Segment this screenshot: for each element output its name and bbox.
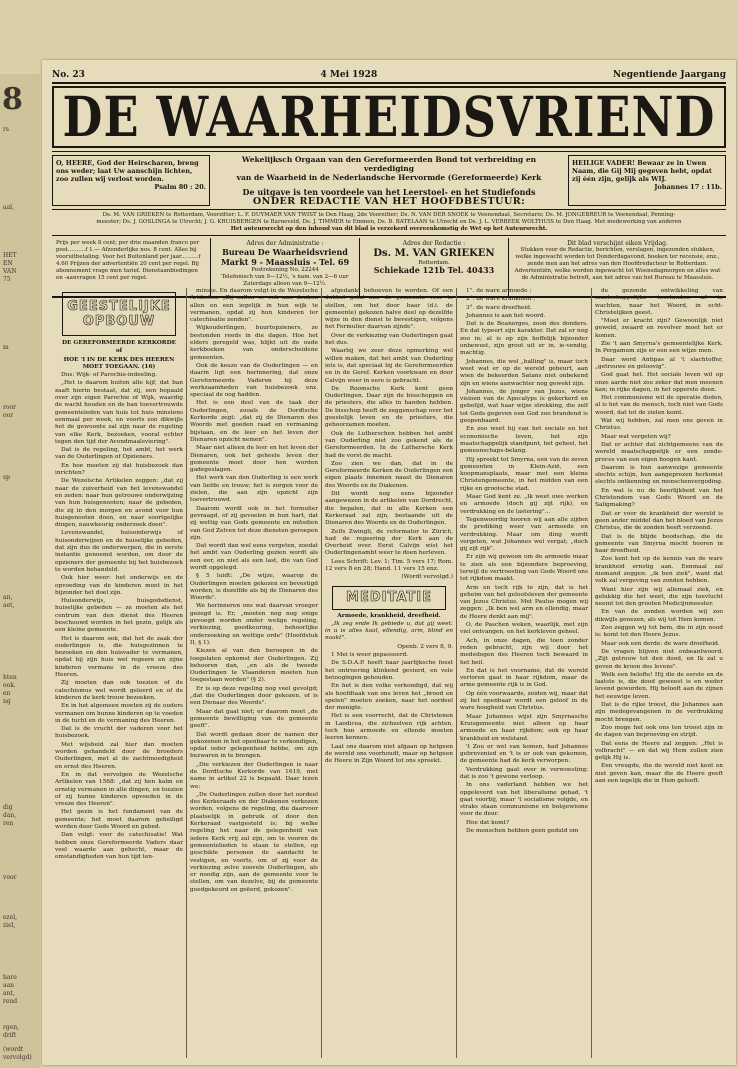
- paragraph: Zoo zeggen wij tot hem, die in zijn nood is: komt tot den Heere Jezus.: [595, 625, 723, 639]
- list-line: 3°. de ware dreefheid.: [466, 304, 532, 311]
- adjacent-page-fragment: EN: [3, 260, 13, 267]
- paragraph: En in dat vervolgen de Wezelsche Artikelen van 1568: „dat zij hen kalm en ernstig vermanen in alle dingen, en toezien of zij hunne kinderen opvoeden in de vreeze des Heeren".: [55, 771, 183, 808]
- article-heading: HOE 'I IN DE KERK DES HEEREN MOET TOEGAAN. (16): [63, 356, 175, 370]
- adjacent-page-fragment: hten: [3, 674, 17, 681]
- paragraph: Arm en toch rijk te zijn, dat is het geheim van het geloofsleven der gemeente van Jezus Christus. Met Paulus mogen wij zeggen: „Ik ben wel arm en ellendig, maar de Heere denkt aan mij".: [460, 584, 588, 620]
- newspaper-title: DE WAARHEIDSVRIEND: [62, 84, 716, 150]
- paragraph: „De Ouderlingen zullen door het oordeel des Kerkeraads en der Diakenen verkozen worden, volgens de regeling, die daarvoor plaatselijk in gebruik of door den Kerkeraad vastgesteld is; bij welke regeling het naar de gelegenheid van iedere Kerk vrij zal zijn, om te vooren de gemeentelieden te staan te stellen, op geschikte personen de aandacht te vestigen, en voorts, om of zij voor de verkiezing zelve zoovele Ouderlingen, als er noodig zijn, aan de gemeente voor te stellen, om van dezelve, bij de gemeente goedgekeurd en geëerd, gekozen".: [190, 791, 318, 893]
- paragraph: de gezonde ontwikkeling van maatschappelijke toestanden af te wachten, naar het Woord, in echt-Christelijken geest.: [595, 288, 723, 316]
- nameplate: [52, 86, 726, 148]
- adjacent-page-fragment: ook.: [3, 682, 16, 689]
- adjacent-page-fragment: m: [3, 344, 9, 351]
- adjacent-page-fragment: rs: [3, 126, 9, 133]
- paragraph: Hij spreekt tot Smyrna, een van de zeven gemeenten in Klein-Azië, een koopmansplaats, maar met een kleine Christengemeente, in het midden van een rijke en grootsche stad.: [460, 456, 588, 492]
- paragraph: Huisonderwijs, huisgodsdienst, huiselijke gebeden — ze moeten als het centrum van den dienst des Heeren beschouwd worden in het gezin, gelijk als een kleine gemeente.: [55, 598, 183, 634]
- continued-note: (Wordt vervolgd.): [401, 574, 453, 581]
- paragraph: § 5 luidt: „De wijze, waarop de Ouderlingen moeten gekozen en bevestigd worden, is dezelfde als bij de Dienaren des Woords".: [190, 573, 318, 602]
- admin-giro: Postrekening No. 22244: [251, 267, 319, 273]
- paragraph: De S.D.A.P. heeft haar jaarlijksche feest het ontroering klinkend gevierd, en vele betoogingen gehouden.: [325, 660, 453, 681]
- editors-list: [52, 209, 726, 236]
- paragraph: Dan volgt: voor de catechisatie! Wat hebben onze Gereformeerde Vaders daar veel waarde aan gehecht, maar de omstandigheden van hun tijd ten-: [55, 832, 183, 861]
- paragraph: Zoo zien we dan, dat in de Gereformeerde Kerken de Ouderlingen een eigen plaats innemen naast de Dienaren des Woords en de Diakenen.: [325, 460, 453, 489]
- paragraph: En het is den volke verkondigd, dat wij als hoofdtaak van ons leven het „brood en spelen" moeten zoeken, naar het oordeel der menigte.: [325, 683, 453, 712]
- motto-left: [52, 155, 210, 206]
- adjacent-page-fragment: 75: [3, 276, 11, 283]
- paragraph: De vragen blijven niet onbeantwoord. „Zijt getrouw tot den dood, en Ik zal u geven de kroon des levens".: [595, 648, 723, 670]
- paragraph: Johannes, de jonger van Jezus, wiens visioen van de Apocalyps is gekerkerd en gebelijd, wat haar wijze strekking, die zelf tot Gods gegeven een God zoo brandend is geopenbaard.: [460, 388, 588, 425]
- adjacent-page-fragment: aan: [3, 982, 15, 989]
- newspaper-page: [42, 60, 736, 1065]
- paragraph: Tegenwoordig hooren wij aan alle zijden de prediking weer van armoede en verdrukking. Maar om ding wordt vergeten, wat Johannes wel vergat; „doch gij zijt rijk".: [460, 516, 588, 553]
- section-box-line1: GEESTELIJKE: [67, 299, 171, 314]
- paragraph: Het gezin is het fundament van de gemeente; het moet daarom geheiligd worden door Gods Woord en gebed.: [55, 809, 183, 830]
- section-box-line2: OPBOUW: [82, 314, 156, 329]
- paragraph: Want hier zijn wij allemaal ziek, en gelukkig die het weet, die zijn toevlucht neemt tot den grooten Medicijnmeester.: [595, 586, 723, 608]
- column-4: [457, 288, 592, 1058]
- paragraph: Een vreugde, die de wereld niet kent en niet geven kan, maar die de Heere geeft aan een iegelijk die in Hem gelooft.: [595, 763, 723, 784]
- paragraph: Ach, in onze dagen, die toen zonder reden gebracht, zijn wij door het mededogen des Heeren toch bewaard in het heil.: [460, 637, 588, 666]
- redactie-city: Rotterdam.: [418, 260, 450, 266]
- paragraph: Maar God kent ze. „Ik weet uwe werken en armoede (doch gij zijt rijk), en verdrukking en de lastering"...: [460, 494, 588, 515]
- paragraph: minste. En daarom volgt in de Wezelsche Artikelen: „Zij zullen er ook aan denken allen en een iegelijk in hun wijk te vermanen, opdat zij hun kinderen ter catechisatie zenden".: [190, 288, 318, 324]
- paragraph: De Roomsche Kerk kent geen Ouderlingen. Daar zijn de bisschoppen en de priesters, die alles in handen hebben. De bisschop heeft de zeggenschap over het geestelijk leven en de priesters, die gehoorzamen moeten.: [325, 385, 453, 429]
- paragraph: Er is op deze regeling nog veel gevolgd; „dat die Ouderlingen door gekozen, of is een Dienaar des Woords".: [190, 685, 318, 707]
- adjacent-page-fragment: roor: [3, 404, 16, 411]
- paragraph: Welk een belofte! Hij die de eerste en de laatste is, die dood geweest is en weder levend geworden, Hij belooft aan de zijnen het eeuwige leven.: [595, 671, 723, 700]
- motto-left-ref: Psalm 80 : 20.: [154, 183, 206, 191]
- paragraph: De Wezelsche Artikelen zeggen: „dat zij naar de zuiverheid van het levenswandel en zeden: naar hun getrouwe onderwijzing van hun huisgenooten; naar de gebeden, die zij in den morgen en avond voor hun huisgenooten doen, en naar soortgelijke dingen, nauwkeurig onderzoek doen".: [55, 478, 183, 529]
- redactie-header: Adres der Redactie :: [402, 240, 466, 247]
- section-box-meditatie-label: MEDITATIE: [346, 589, 432, 605]
- paragraph: Maar Johannes wijst zijn Smyrnasche Kruisgemeente niet alleen op haar armoede en haar rijkdom; ook op haar krankheid en welstand.: [460, 713, 588, 742]
- redactie-name: Ds. M. VAN GRIEKEN: [373, 248, 495, 259]
- list-line: 2°. de ware krankheid ;: [466, 296, 536, 303]
- paragraph: Zoo kent het op de kennis van de ware krankheid ernstig aan. Eenmaal zal niemand zeggen: „ik ben ziek", want dat volk zal vergeving van zonden hebben.: [595, 556, 723, 585]
- adjacent-page-fragment: vervolgd): [3, 1054, 32, 1061]
- paragraph: Dat er voor de krankheid der wereld is geen ander middel dan het bloed van Jezus Christus, die de zonden heeft verzoend.: [595, 510, 723, 532]
- paragraph: Daarom wordt ook in het formulier gevraagd, of zij gevoelen in hun hart, dat zij wettig van Gods gemeente en mitsdien van God Zelven tot deze diensten geroepen zijn.: [190, 505, 318, 541]
- paragraph: Ook de keuze van de Ouderlingen — en daarin ligt een herinnering, dat onze Gereformeerde Vaderen hij deze werkzaamheden van huisbezoek enz. speciaal de oog hadden.: [190, 362, 318, 399]
- paragraph: Op één voorwaarde, zeiden wij, maar dat zij het openbaar wordt een geloof in de ware hoogheid van Christus.: [460, 690, 588, 712]
- adjacent-page-fragment: ziel,: [3, 922, 16, 929]
- meditation-heading: Armoede, krankheid, dreefheid.: [337, 612, 441, 619]
- paragraph: „Het is daarom buiten alle kijf, dat ban zaaft hierin bestaat, dat zij, een bepaald over zijn eigen Parochie of Wijk, waardig de wacht houden en de ban toevertrouwde gemeenteleden van huis tot huis minstens eenmaal per week, en voorts zoo dikwijls het de gewoonte zal zijn naar de regeling van elke Kerk, bezoeken, vooral echter tegen den tijd der Avondmaalsviering".: [55, 380, 183, 445]
- article-heading: of: [115, 348, 123, 355]
- paragraph: "Moet er kracht zijn? Gewoonlijk niet geweld, zwaard en revolver moet het er komen.: [595, 318, 723, 339]
- paragraph: In ons vaderland hebben we het opgeleverd van het liberalisme gehad, 't gaat voorbij, maar 't socialisme volgde, en straks staan communisme en bolsjewisme voor de deur.: [460, 782, 588, 818]
- paragraph: Johannes, die wel „balling" is, maar toch weet wat er op de wereld gebeurt, aan wien de bekeerden Satans niet onbekend zijn en wiens aanwachter nog gewekt zijn.: [460, 358, 588, 387]
- paragraph: Wijkouderlingen, buurtopzieners, ze bestonden reeds in die dagen. Hoe het elders geregeld was, blijkt uit de oude kerkboeken van onderscheidene gemeenten.: [190, 325, 318, 361]
- paragraph: Dat er achter dat zichtgemeens van de wereld maatschappelijk er een zonde-proces van een eigen hoogen kant.: [595, 441, 723, 463]
- paragraph: Dat wordt dan wel eens vergeten, zoodat het ambt van Ouderling gezien wordt als een eer, en niet als een last, die van God wordt opgelegd.: [190, 543, 318, 571]
- adjacent-page-fragment: rgen,: [3, 1024, 20, 1031]
- paragraph: Ook de Lutherschen hebben het ambt van Ouderling niet zoo gekend als de Gereformeerden. In de Luthersche Kerk had de vorst de macht.: [325, 430, 453, 459]
- paragraph: Het is een deel van de taak der Ouderlingen, zooals de Dordtsche Kerkorde zegt: „dat zij de Dienaren des Woords met goeden raad en vermaning bijstaan, en de leer en het leven der Dienaren opzicht nemen".: [190, 400, 318, 443]
- paragraph: Over de verkiezing van Ouderlingen gaat het dus.: [325, 332, 453, 347]
- adjacent-page-fragment: (wordt: [3, 1046, 24, 1053]
- article-columns: [52, 288, 726, 1058]
- paragraph: Waarbij we zeer deze opmerking wel willen maken, dat het ambt van Ouderling iets is, dat speciaal bij de Gereformeerden en in de Geref. Kerken voorkwam en door Calvijn weer in eere is gebracht.: [325, 348, 453, 384]
- paragraph: Daarom is hun aanwezige gemeente slechts schijn, hun aangeprezen herkomst slechts ontkenning en menschenvergoding.: [595, 464, 723, 486]
- admin-name: Bureau De Waarheidsvriend: [222, 247, 348, 257]
- adjacent-page-fragment: drift: [3, 1032, 17, 1039]
- paragraph: En hoe moeten zij dat huisbezoek dan inrichten?: [55, 462, 183, 477]
- notice-text: Stukken voor de Redactie, berichten, verslagen, ingezonden stukken, welke ingewacht worden tot Donderdagavond, boeken ter recensie, enz., zende men aan het adres van den Hoofdredacteur te Rotterdam. Advertentiën, welke worden ingewacht tot Woensdagmorgen en alles wat de Administratie betreft, aan het adres van het Bureau te Maassluis.: [514, 247, 721, 281]
- paragraph: Dat is de regeling, het ambt, het werk van de Ouderlingen of Opzieners.: [55, 447, 183, 461]
- motto-right: [568, 155, 726, 206]
- paragraph: 1 Mei is weer gepasseerd.: [331, 652, 409, 659]
- subtitle-line2: van de Waarheid in de Nederlandsche Hervormde (Gereformeerde) Kerk: [236, 173, 542, 182]
- paragraph: Lees Schrift: Lev. 1; Tim. 5 vers 17; Rom. 12 vers 8 en 28; Hand. 11 vers 15 enz.: [325, 558, 453, 572]
- editors-line1: Ds. M. VAN GRIEKEN te Rotterdam, Voorzitter; L. F. DUYMAER VAN TWIST te Den Haag, 2de Voorzitter; Ds. N. VAN DER SNOEK te Veenendaal, Secretaris; Ds. M. JONGEBREUR te Veenendaal, Penning-: [102, 212, 676, 218]
- paragraph: Het werk van den Ouderling is een werk van liefde en trouw; het is zorgen voor de zielen, die aan zijn opzicht zijn toevertrouwd.: [190, 475, 318, 504]
- paragraph: Maar niet alleen de leer en het leven der Dienaren, ook het geheele leven der gemeente moet door hen worden gadegeslagen.: [190, 445, 318, 474]
- meditation-quote: „Ik zeg ende Ik gebiede u, dat gij weet: in u is alles kaal, ellendig, arm, blind en naakt".: [325, 620, 453, 642]
- adjacent-page-fragment: aet,: [3, 602, 15, 609]
- adjacent-page-fragment: en: [3, 690, 11, 697]
- column-3: [322, 288, 457, 1058]
- paragraph: Dat is de blijde boodschap, die de gemeente van Smyrna mocht hooren in haar droefheid.: [595, 533, 723, 555]
- notice-header: Dit blad verschijnt eiken Vrijdag.: [567, 240, 668, 247]
- motto-left-text: O, HEERE, God der Heirscharen, breng ons weder; laat Uw aanschijn lichten, zoo zullen wij verlost worden.: [56, 159, 199, 183]
- motto-right-text: HEILIGE VADER! Bewaar ze in Uwen Naam, die Gij Mij gegeven hebt, opdat zij één zijn, gelijk als WIJ.: [572, 159, 712, 183]
- adjacent-page-fragment: dan,: [3, 812, 17, 819]
- adjacent-page-fragment: dig: [3, 804, 13, 811]
- paragraph: En van de zonden worden wij zoo dikwijls genezen, als wij tot Hem komen.: [595, 609, 723, 623]
- subtitle-line3: De uitgave is ten voordeele van het Leerstoel- en het Studiefonds: [242, 187, 536, 197]
- list-line: 1°. de ware armoede ;: [466, 288, 532, 294]
- paragraph: Verdrukking gaat over in verwoesting; dat is zoo 't gewone verloop.: [460, 766, 588, 780]
- paragraph: Het communisme wil de operatie doden, al is het van de mensch, toch niet van Gods woord, dat tot de zielen komt.: [595, 395, 723, 416]
- issue-number: No. 23: [52, 70, 85, 80]
- paragraph: Zelfs Zwingli, de reformator te Zürich, had de regeering der Kerk aan de Overheid over. Eerst Calvijn wist het Ouderlingenambt weer te doen herleven.: [325, 528, 453, 557]
- subtitle-line4: ONDER REDACTIE VAN HET HOOFDBESTUUR:: [252, 196, 526, 207]
- adjacent-page-fragment: ren: [3, 820, 14, 827]
- issue-line: [52, 70, 726, 84]
- adjacent-page-fragment: HET: [3, 252, 17, 259]
- price-text: Prijs per week 8 cent; per drie maanden franco per post..........f 1.— Afzonderlijke nos. 8 cent. Alles bij vooruitbetaling. Voor het Buitenland per jaar..........f 4.60 Prijzen der advertentiën 20 cent per regel. Bij abonnement vrage men tarief. Dienstaanbiedingen en -aanvragen 15 cent per regel.: [56, 240, 201, 281]
- adjacent-page-fragment: sp: [3, 474, 10, 481]
- editors-line2: meester; Ds. J. GOSLINGA te Utrecht; J. G. KRUISBERGEN te Barneveld, Ds. J. TIMMER te Emmen, Ds. B. BATELAAN te Utrecht en Ds. J. L. VERBEEK WOLTHUIS te Den Haag. Met medewerking van anderen: [96, 219, 682, 225]
- masthead: [52, 70, 726, 298]
- adjacent-page-fragment: oor: [3, 412, 14, 419]
- subtitle-line1: Wekelijksch Orgaan van den Gereformeerden Bond tot verbreiding en verdediging: [241, 155, 537, 173]
- section-box-geestelijke-opbouw: [62, 292, 176, 336]
- admin-address: Markt 9 - Maassluis - Tel. 69: [220, 257, 350, 267]
- paragraph: Dat wordt gedaan door de namen der gekozenen in het openbaar te verkondigen, opdat ieder gelegenheid hebbe, om zijn bezwaren in te brengen.: [190, 731, 318, 760]
- paragraph: Wat wij hebben, zal men ons geven in Christus.: [595, 418, 723, 432]
- redactie-address: Schiekade 121b Tel. 40433: [373, 265, 495, 275]
- subtitle-band: [52, 151, 726, 206]
- paragraph: O, de Paschen weken, waarlijk, met zijn viel ontvangen, en het kerkleven geheel.: [460, 622, 588, 636]
- paragraph: Zij moeten dan ook toezien of de catechismus wel wordt geleerd en of de kinderen de kerk trouw bezoeken.: [55, 680, 183, 701]
- adjacent-page-fragment: an,: [3, 594, 13, 601]
- admin-hours: Telefonisch van 9—12½, 's nam. van 2—6 uur Zaterdags alleen van 9—12½.: [221, 274, 349, 287]
- adjacent-page-fragment: ant,: [3, 990, 15, 997]
- issue-date: 4 Mei 1928: [320, 70, 378, 80]
- paragraph: Het is een voorrecht, dat de Christenen in Laodicea, die zichzelven rijk achten, toch hun armoede en ellende moeten leeren kennen.: [325, 713, 453, 742]
- paragraph: afgedankt behoeven te worden. Of een dubbel getal aan de gemeente voor te stellen, om het door haar (d.i. de gemeente) gekozen halve deel op dezelfde wijze in den dienst te bevestigen, volgens het Formulier daarvan zijnde".: [325, 288, 453, 331]
- paragraph: Dat is de rijke troost, die Johannes aan zijn medegevangenen in de verdrukking mocht brengen.: [595, 702, 723, 723]
- paragraph: Johannes is aan het woord.: [466, 312, 546, 319]
- paragraph: Dat eens de Heere zal zeggen: „Het is volbracht" — en dat wij Hem zullen zien gelijk Hij is.: [595, 740, 723, 762]
- paragraph: God gaat het. Het sociale leven wil op onze aarde niet zoo zeker dat men meenen kan; in rijke dagen, in het opperste doen.: [595, 372, 723, 393]
- paragraph: Maar ook een derde: de ware droefheid.: [601, 640, 720, 647]
- paragraph: En in het algemeen moeten zij de ouders vermanen om hunne kinderen op te voeden in de tucht en de vermaning des Heeren.: [55, 703, 183, 724]
- admin-header: Adres der Administratie :: [246, 240, 324, 247]
- paragraph: Ook hier weer: het onderwijs en de opvoeding van de kinderen moet in het bijzonder het doel zijn.: [55, 575, 183, 596]
- paragraph: Dat is de vrucht der vaderen voor het huisbezoek.: [55, 726, 183, 740]
- volume: Negentiende Jaargang: [612, 70, 726, 80]
- copyright-notice: Het auteursrecht op den inhoud van dit blad is verzekerd overeenkomstig de Wet op het Auteursrecht.: [230, 226, 548, 232]
- adjacent-page-fragment: aal,: [3, 204, 14, 211]
- adjacent-page-fragment: ezel,: [3, 914, 18, 921]
- paragraph: En wat is nu de heerlijkheid van het Christendom van Gods Woord en de Saligmaking?: [595, 487, 723, 509]
- paragraph: De menschen hebben geen geduld om: [466, 828, 579, 835]
- paragraph: Dus: Wijk- of Parochie-indeeling.: [61, 372, 158, 379]
- paragraph: Daar werd Antipas al 't slachtoffer, „getrouwe en geloovig".: [595, 356, 723, 370]
- paragraph: Dat is de Boanerges, zoon des donders. En dat typeert zijn karakter. Dat zal er nog zoo in; al is op zijn hoffelijk bijzonder onbewust, zijn groot uit er in, ie-vendig, machtig.: [460, 321, 588, 357]
- paragraph: Kiezen al van den beroepen in de toegelaten opkomst der Ouderlingen. Zij behooren dan, „en als de tweede Ouderlingen te Vlaanderen moeten hun toegestaan worden" (§ 2).: [190, 648, 318, 684]
- paragraph: Dit wordt nog eens bijzonder aangewezen in de artikelen van Dordrecht, die bepalen, dat in alle Kerken een Kerkeraad zal zijn, bestaande uit de Dienaren des Woords en de Ouderlingen.: [325, 491, 453, 527]
- adjacent-page-fragment: rend: [3, 998, 18, 1005]
- paragraph: Het is daarom ook, dat het de zaak der ouderlingen is, die huisgezinnen te bezoeken en den huisvader te vermanen, opdat hij zijn huis wel regeere en zijne kinderen vermane in de vreeze des Heeren.: [55, 635, 183, 679]
- adjacent-page-fragment: hare: [3, 974, 17, 981]
- paragraph: Maar wat vergeten wij?: [601, 433, 671, 440]
- section-box-meditatie: [332, 586, 446, 610]
- paragraph: 't Zou er wel van komen, had Johannes gebrevenied en 't is er ook van gekomen, de gemeente had de kerk verworpen.: [460, 743, 588, 765]
- column-2: [187, 288, 322, 1058]
- paragraph: Zie 't aan Smyrna's gemeentelijke Kerk. In Pergamum zijn er een een wijze men.: [595, 341, 723, 355]
- paragraph: Levenswandel, huisonderwijs of huisonderwijzen en de huiselijke gebeden, dat zijn dus de onderwerpen, die in eerste instantie genoemd worden, om door de opzieners der gemeente bij het huisbezoek te worden behandeld.: [55, 530, 183, 573]
- paragraph: „Die verkiezen der Ouderlingen is naar de Dordtsche Kerkorde van 1619, met name in artikel 22 is bepaald. Daar lezen we:: [190, 761, 318, 790]
- adjacent-page-fragment: VAN: [3, 268, 17, 275]
- column-1: [52, 288, 187, 1058]
- subtitle: [210, 155, 568, 206]
- adjacent-page-numeral: 8: [2, 82, 23, 117]
- paragraph: Hoe dat komt?: [466, 819, 510, 826]
- paragraph: En zoo weet hij van het sociale en het economische leven, het zijn maatschappelijk standpunt, het geheel, het gemeenschaps-belang.: [460, 426, 588, 455]
- paragraph: Maar dat gaat niet; er daarom moet „de gemeente bewilliging van de gemeente geeft".: [190, 708, 318, 730]
- paragraph: Laat ons daarom niet afgaan op hetgeen de wereld ons voorhoudt, maar op hetgeen de Heere in Zijn Woord tot ons spreekt.: [325, 743, 453, 765]
- meditation-ref: Openb. 2 vers 8, 9.: [397, 643, 453, 650]
- motto-right-ref: Johannes 17 : 11b.: [654, 183, 722, 191]
- paragraph: En dat is het voorname, dat de wereld verloren gaat in haar rijkdom, maar de arme gemeente rijk is in God.: [460, 667, 588, 689]
- adjacent-page-fragment: ng: [3, 698, 11, 705]
- paragraph: Er zijn wij gewoon om de armoede maar te zien als een bijzondere beproeving, terwijl de vertroosting van Gods Woord ons tot rijkdom maakt.: [460, 554, 588, 583]
- adjacent-page-strip: [0, 74, 40, 1068]
- column-5: [592, 288, 726, 1058]
- paragraph: Met wijsheid zal hier dan moeten worden gehandeld door de broeders Ouderlingen, met al de zachtmoedigheid en ernst des Heeren.: [55, 741, 183, 770]
- paragraph: Zoo moge het ook ons ten troost zijn in de dagen van beproeving en strijd.: [595, 724, 723, 739]
- adjacent-page-fragment: voor: [3, 874, 17, 881]
- paragraph: We herinneren ons wat daarvan vroeger gezegd is. Er, „moeten nog nog enige gevoegd worden onder welige regeling, verkiezing, goedkeuring, behoorlijke onderzoeking en wettige orde" (Hoofdstuk II, § 1).: [190, 603, 318, 646]
- article-heading: DE GEREFORMEERDE KERKORDE: [61, 340, 177, 346]
